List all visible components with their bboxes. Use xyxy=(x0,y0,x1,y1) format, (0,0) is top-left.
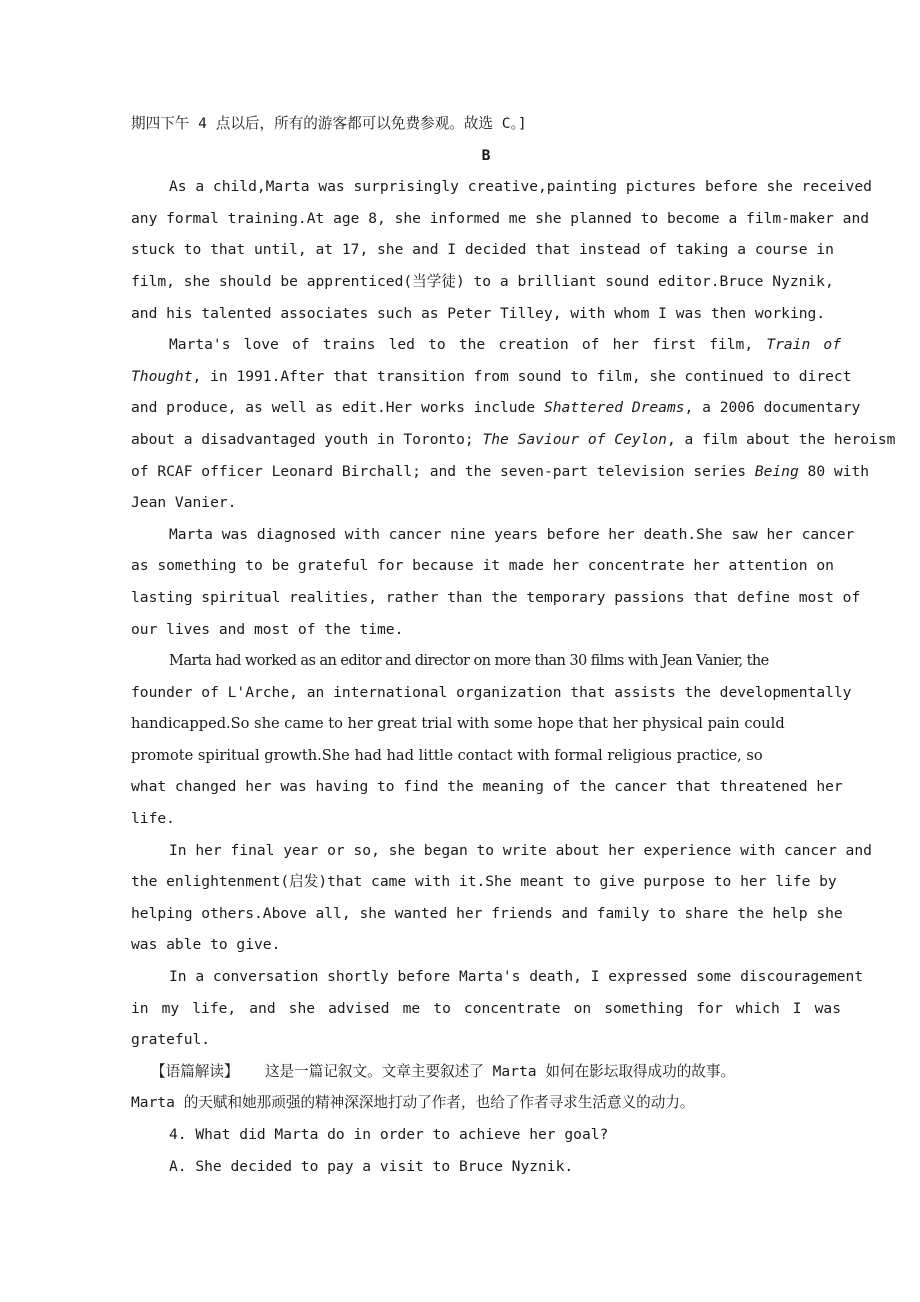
text-line: handicapped.So she came to her great trial with some hope that her physical pain could xyxy=(131,715,785,733)
film-title: The Saviour of Ceylon xyxy=(482,430,667,448)
text-line: in my life, and she advised me to concentrate on something for which I was xyxy=(131,999,841,1017)
text-line: and his talented associates such as Peter Tilley, with whom I was then working. xyxy=(131,304,826,322)
passage-analysis xyxy=(131,1056,841,1119)
paragraph-6 xyxy=(131,961,864,1056)
text-span: , a 2006 documentary xyxy=(684,399,861,417)
paragraph-3 xyxy=(131,519,861,645)
text-line: Marta had worked as an editor and director on more than 30 films with Jean Vanier, the xyxy=(169,652,769,670)
text-span: about a disadvantaged youth in Toronto; xyxy=(131,430,483,448)
text-span: , in 1991.After that transition from sound to film, she continued to direct xyxy=(192,367,852,385)
text-line: lasting spiritual realities, rather than the temporary passions that define most of xyxy=(131,588,861,606)
answer-option-a: A. She decided to pay a visit to Bruce Nyznik. xyxy=(169,1157,574,1175)
paragraph-1 xyxy=(131,171,872,329)
analysis-label: 【语篇解读】 xyxy=(151,1062,239,1080)
text-line xyxy=(131,456,870,488)
text-line xyxy=(131,329,841,361)
text-span: of RCAF officer Leonard Birchall; and the seven-part television series xyxy=(131,462,755,480)
text-line: promote spiritual growth.She had had little contact with formal religious practice, so xyxy=(131,746,763,764)
text-line: film, she should be apprenticed(当学徒) to a brilliant sound editor.Bruce Nyznik, xyxy=(131,272,834,290)
text-span: 80 with xyxy=(798,462,870,480)
paragraph-5 xyxy=(131,835,872,961)
text-line: was able to give. xyxy=(131,936,281,954)
analysis-text: 这是一篇记叙文。文章主要叙述了 Marta 如何在影坛取得成功的故事。 xyxy=(264,1062,736,1080)
paragraph-4 xyxy=(131,645,852,835)
text-line xyxy=(131,361,852,393)
text-line: as something to be grateful for because it made her concentrate her attention on xyxy=(131,557,834,575)
text-span: , a film about the heroism xyxy=(666,430,896,448)
film-title: Thought xyxy=(131,367,193,385)
film-title: Train of xyxy=(766,336,841,354)
text-line: the enlightenment(启发)that came with it.She meant to give purpose to her life by xyxy=(131,873,837,891)
section-label: B xyxy=(481,146,491,164)
text-line: helping others.Above all, she wanted her friends and family to share the help she xyxy=(131,904,843,922)
text-span: Marta's love of trains led to the creation of her first film, xyxy=(169,336,754,354)
text-line: grateful. xyxy=(131,1031,211,1049)
text-line: founder of L'Arche, an international organization that assists the developmentally xyxy=(131,683,852,701)
text-line: what changed her was having to find the meaning of the cancer that threatened her xyxy=(131,778,843,796)
text-line: Marta was diagnosed with cancer nine years before her death.She saw her cancer xyxy=(169,525,855,543)
text-line: In her final year or so, she began to write about her experience with cancer and xyxy=(169,841,872,859)
text-line: our lives and most of the time. xyxy=(131,620,404,638)
text-line: stuck to that until, at 17, she and I decided that instead of taking a course in xyxy=(131,241,834,259)
text-line xyxy=(131,424,896,456)
question-stem: 4. What did Marta do in order to achieve her goal? xyxy=(169,1126,609,1143)
text-span: and produce, as well as edit.Her works include xyxy=(131,399,544,417)
text-line: Marta 的天赋和她那顽强的精神深深地打动了作者，也给了作者寻求生活意义的动力。 xyxy=(131,1094,695,1112)
text-line xyxy=(131,1056,841,1088)
text-line: In a conversation shortly before Marta's death, I expressed some discouragement xyxy=(169,968,864,986)
text-line xyxy=(131,392,861,424)
paragraph-2 xyxy=(131,329,896,519)
film-title: Shattered Dreams xyxy=(543,399,685,417)
text-line: Jean Vanier. xyxy=(131,494,237,512)
previous-answer-tail: 期四下午 4 点以后，所有的游客都可以免费参观。故选 C。] xyxy=(131,115,527,132)
text-line: any formal training.At age 8, she informed me she planned to become a film-maker and xyxy=(131,209,870,227)
text-line: As a child,Marta was surprisingly creative,painting pictures before she received xyxy=(169,178,872,196)
film-title: Being xyxy=(754,462,799,480)
text-line: life. xyxy=(131,810,175,828)
question-4 xyxy=(131,1119,841,1182)
document-page xyxy=(131,108,896,1182)
